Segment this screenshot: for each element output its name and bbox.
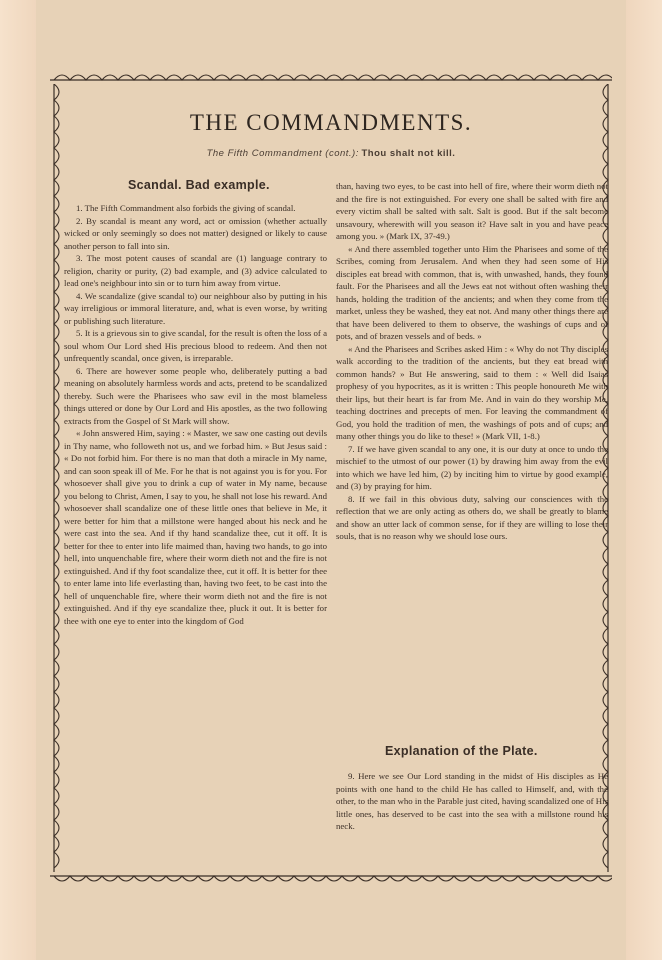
paragraph: 1. The Fifth Commandment also forbids the giving of scandal. bbox=[76, 203, 296, 213]
page-title: THE COMMANDMENTS. bbox=[189, 110, 473, 135]
paragraph: « And there assembled together unto Him the Pharisees and some of the Scribes, coming from Jerusalem. And when they had seen some of His disciples eat bread with common, that is, with unwashed, hands, they found fault. For the Pharisees and all the Jews eat not without often washing their hands, holding the tradition of the ancients; and when they come from the market, unless they be washed, they eat not. And many other things there are that have been delivered to them to observe, the washings of cups and of pots, and of brazen vessels and of beds. » bbox=[336, 243, 608, 341]
paragraph: 7. If we have given scandal to any one, it is our duty at once to undo the mischief to the utmost of our power (1) by drawing him away from the evil into which we have led him, (2) by inciting him to virtue by good example, and (3) by praying for him. bbox=[336, 443, 608, 491]
section-heading-scandal: Scandal. Bad example. bbox=[128, 178, 270, 192]
right-column bbox=[336, 180, 608, 543]
paragraph: 5. It is a grievous sin to give scandal, for the result is often the loss of a soul whom Our Lord shed His precious blood to redeem. And then not unfrequently scandal, once given, is irreparable. bbox=[64, 328, 327, 363]
paragraph: « And the Pharisees and Scribes asked Him : « Why do not Thy disciples walk according to the tradition of the ancients, but they eat bread with common hands? » But He answering, said to them : « Well did Isaias prophesy of you hypocrites, as it is written : This people honoureth Me with their lips, but their heart is far from Me. And in vain do they worship Me, teaching doctrines and precepts of men. For leaving the commandment of God, you hold the tradition of men, the washings of pots and of cups; and many other things you do like to these! » (Mark VII, 1-8.) bbox=[336, 343, 608, 441]
paragraph: 9. Here we see Our Lord standing in the midst of His disciples as He points with one hand to the child He has called to Himself, and, with the other, to the man who in the Parable just cited, having scandalized one of His little ones, has deserved to be cast into the sea with a millstone round his neck. bbox=[336, 771, 608, 831]
subtitle-text: Thou shalt not kill. bbox=[361, 148, 456, 159]
left-column bbox=[64, 202, 327, 627]
left-border-ornament bbox=[50, 84, 64, 872]
paragraph: « John answered Him, saying : « Master, we saw one casting out devils in Thy name, who followeth not us, and we forbad him. » But Jesus said : « Do not forbid him. For there is no man that doth a miracle in My name, and can soon speak ill of Me. For he that is not against you is for you. For whosoever shall give you to drink a cup of water in My name, because you belong to Christ, Amen, I say to you, he shall not lose his reward. And whosoever shall scandalize one of these little ones that believe in Me, it were better for him that a millstone were hanged about his neck and he were cast into the sea. And if thy hand scandalize thee, cut it off. It is better for thee to enter into life maimed than, having two hands, to go into hell, into unquenchable fire, where their worm dieth not and the fire is not extinguished. And if thy foot scandalize thee, cut it off. It is better for thee to enter lame into life everlasting than, having two feet, to be cast into the hell of unquenchable fire, where their worm dieth not and the fire is not extinguished. And if thy eye scandalize thee, pluck it out. It is better for thee with one eye to enter into the kingdom of God bbox=[64, 428, 327, 626]
paragraph: 3. The most potent causes of scandal are (1) language contrary to religion, charity or purity, (2) bad example, and (3) advice calculated to lead one's neighbour into sin or to turn him away from virtue. bbox=[64, 253, 327, 288]
top-border-ornament bbox=[50, 70, 612, 84]
subtitle-label: The Fifth Commandment (cont.): bbox=[206, 148, 359, 159]
page bbox=[36, 0, 626, 960]
section-heading-plate: Explanation of the Plate. bbox=[385, 744, 538, 758]
page-subtitle bbox=[36, 148, 626, 159]
bottom-border-ornament bbox=[50, 872, 612, 886]
paragraph: than, having two eyes, to be cast into hell of fire, where their worm dieth not and the fire is not extinguished. For every one shall be salted with fire and every victim shall be salted with salt. Salt is good. But if the salt become unsavoury, wherewith will you season it? Have salt in you and have peace among you. » (Mark IX, 37-49.) bbox=[336, 181, 608, 241]
plate-explanation bbox=[336, 770, 608, 833]
paragraph: 8. If we fail in this obvious duty, salving our consciences with the reflection that we are only acting as others do, we shall be greatly to blame and show an utter lack of common sense, for if they are willing to lose their souls, that is no reason why we should lose ours. bbox=[336, 493, 608, 541]
paragraph: 4. We scandalize (give scandal to) our neighbour also by putting in his way irreligious or immoral literature, and, what is even worse, by writing or publishing such literature. bbox=[64, 290, 327, 326]
paragraph: 2. By scandal is meant any word, act or omission (whether actually wicked or only seemingly so does not matter) designed or likely to cause another person to fall into sin. bbox=[64, 215, 327, 251]
left-margin bbox=[0, 0, 36, 960]
paragraph: 6. There are however some people who, deliberately putting a bad meaning on absolutely harmless words and acts, pretend to be scandalized thereby. Such were the Pharisees who saw evil in the most blameless things uttered or done by Our Lord and His apostles, as the two following extracts from the Gospel of St Mark will show. bbox=[64, 365, 327, 426]
right-margin bbox=[626, 0, 662, 960]
